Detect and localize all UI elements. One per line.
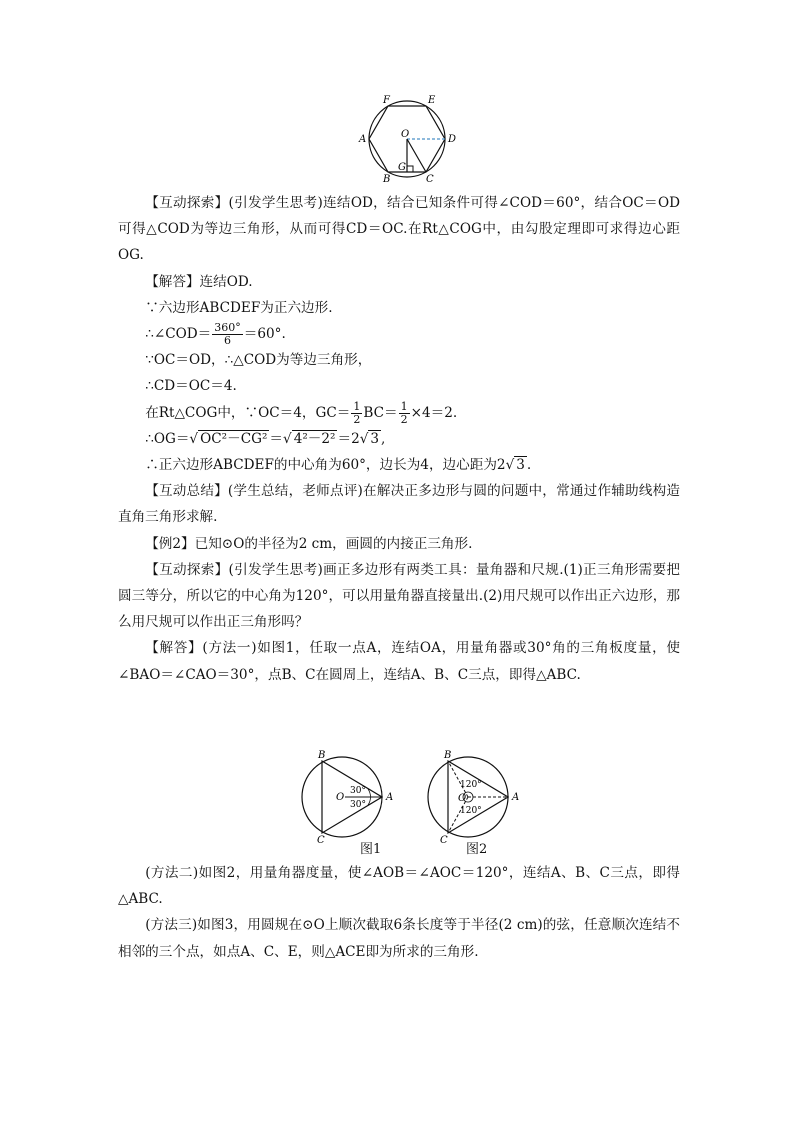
label-C: C	[426, 174, 434, 185]
fig2-angle-bottom: 120°	[460, 806, 482, 816]
fraction: $\frac{360^\circ}{6}$	[214, 321, 241, 348]
solution-text	[118, 190, 680, 688]
label-F: F	[383, 95, 390, 106]
paragraph-step-6: ∴OG＝√ OC²－CG² ＝√ 4²－2² ＝2√ 3 ,	[145, 430, 386, 447]
fig1-label-A: A	[386, 792, 394, 803]
fig2-label-O: O	[458, 793, 467, 804]
label-B: B	[383, 174, 391, 185]
paragraph-step-2: ∴∠COD＝ $\frac{360^\circ}{6}$ ＝60°.	[145, 321, 286, 348]
label-A: A	[359, 134, 367, 145]
fig2-angle-top: 120°	[460, 780, 482, 790]
fig2-label-B: B	[444, 750, 452, 761]
paragraph-method-3: (方法三)如图3，用圆规在⊙O上顺次截取6条长度等于半径(2 cm)的弦，任意顺次连结不相邻的三个点，如点A、C、E，则△ACE即为所求的三角形.	[118, 917, 680, 960]
hexagon-figure	[355, 93, 465, 185]
paragraph-step-1: ∵六边形ABCDEF为正六边形.	[145, 299, 333, 316]
fraction: $\frac{1}{2}$	[400, 399, 408, 426]
fig1-angle-bottom: 30°	[350, 800, 366, 810]
figure-2-caption: 图2	[466, 842, 488, 857]
figure-1	[302, 750, 393, 846]
paragraph-example-2: 【例2】已知⊙O的半径为2 cm，画圆的内接正三角形.	[145, 535, 473, 552]
fig1-label-C: C	[317, 835, 325, 846]
fig2-label-A: A	[512, 792, 520, 803]
fig1-label-B: B	[318, 750, 326, 761]
paragraph-explore-1: 【互动探索】(引发学生思考)连结OD，结合已知条件可得∠COD＝60°，结合OC＝OD可得△COD为等边三角形，从而可得CD＝OC.在Rt△COG中，由勾股定理即可求得边心距OG.	[118, 195, 680, 264]
fraction: $\frac{1}{2}$	[353, 399, 361, 426]
fig1-angle-top: 30°	[350, 786, 366, 796]
label-E: E	[428, 95, 436, 106]
fig2-label-C: C	[440, 835, 448, 846]
figure-1-caption: 图1	[360, 842, 382, 857]
fig1-label-O: O	[336, 792, 345, 803]
paragraph-summary: 【互动总结】(学生总结，老师点评)在解决正多边形与圆的问题中，常通过作辅助线构造直角三角形求解.	[118, 483, 680, 526]
label-D: D	[448, 134, 457, 145]
paragraph-answer-1: 【解答】连结OD.	[145, 273, 253, 290]
paragraph-step-7: ∴正六边形ABCDEF的中心角为60°，边长为4，边心距为2√ 3 .	[145, 457, 532, 474]
paragraph-explore-2: 【互动探索】(引发学生思考)画正多边形有两类工具：量角器和尺规.(1)正三角形需要把圆三等分，所以它的中心角为120°，可以用量角器直接量出.(2)用尺规可以作出正六边形，那么用尺规可以作出正三角形吗？	[118, 561, 680, 631]
label-G: G	[398, 162, 406, 173]
figure-2	[428, 750, 519, 846]
paragraph-answer-2: 【解答】(方法一)如图1，任取一点A，连结OA，用量角器或30°角的三角板度量，使∠BAO＝∠CAO＝30°，点B、C在圆周上，连结A、B、C三点，即得△ABC.	[118, 640, 680, 683]
label-O: O	[401, 129, 410, 140]
methods-text	[118, 860, 680, 965]
paragraph-step-5: 在Rt△COG中，∵OC＝4，GC＝ $\frac{1}{2}$ BC＝ $\frac{1}{2}$ ×4＝2.	[145, 399, 458, 426]
figures-1-2	[300, 738, 530, 860]
paragraph-step-3: ∵OC＝OD，∴△COD为等边三角形，	[145, 352, 372, 369]
paragraph-method-2: (方法二)如图2，用量角器度量，使∠AOB＝∠AOC＝120°，连结A、B、C三点，即得△ABC.	[118, 865, 680, 908]
paragraph-step-4: ∴CD＝OC＝4.	[145, 378, 237, 395]
